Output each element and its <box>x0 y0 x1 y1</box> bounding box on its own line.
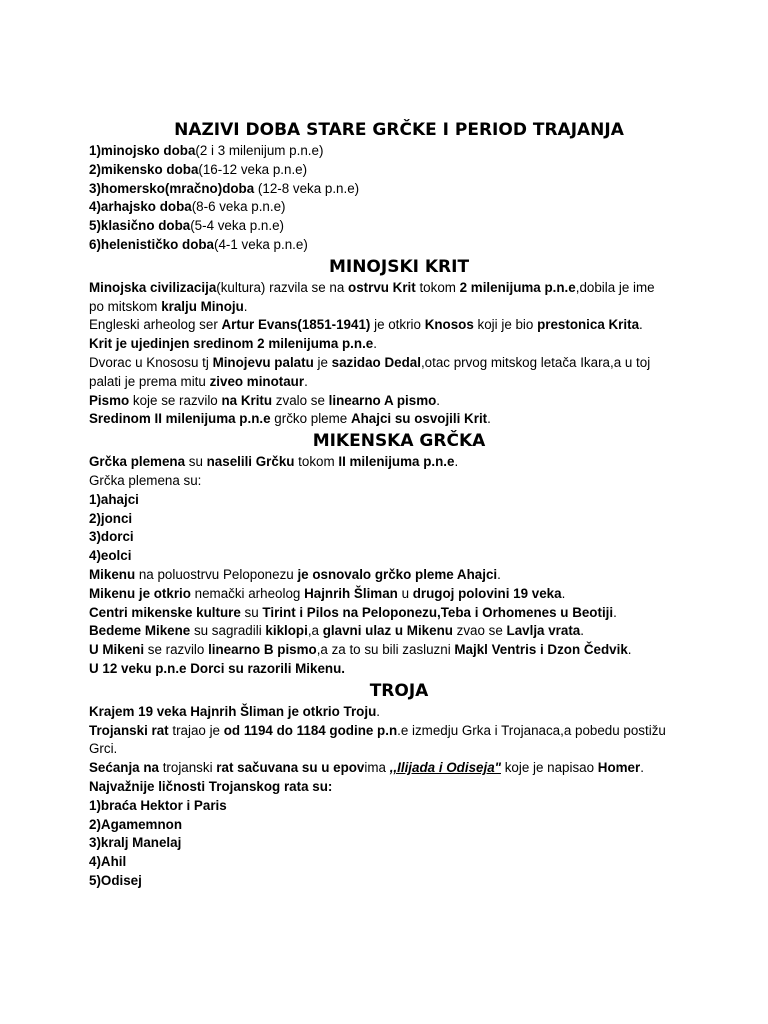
text-run: 1)braća Hektor i Paris <box>89 797 227 813</box>
text-line <box>89 217 709 236</box>
text-line <box>89 547 709 566</box>
text-run: je <box>313 354 332 370</box>
text-run: . <box>580 623 584 639</box>
text-run: Lavlja vrata <box>506 623 581 639</box>
text-run: Tirint i Pilos na Peloponezu,Teba i Orhomenes u Beotiji <box>262 604 614 620</box>
text-run: (5-4 veka p.n.e) <box>190 218 284 234</box>
text-run: ima <box>364 760 390 776</box>
text-run: zvao se <box>452 623 507 639</box>
text-line <box>89 797 709 816</box>
text-run: (kultura) razvila se na <box>216 279 349 295</box>
text-run: po mitskom <box>89 298 162 314</box>
text-run: tokom <box>415 279 460 295</box>
text-line <box>89 660 709 679</box>
text-line <box>89 298 709 317</box>
text-run: linearno B pismo <box>208 642 317 658</box>
text-run: trojanski <box>158 760 217 776</box>
text-run: zvalo se <box>272 392 329 408</box>
text-run: . <box>639 317 643 333</box>
text-run: rat sačuvana su u epov <box>216 760 365 776</box>
text-run: je otkrio <box>370 317 425 333</box>
text-run: 5)Odisej <box>89 872 142 888</box>
text-line <box>89 853 709 872</box>
text-run: nemački arheolog <box>190 585 305 601</box>
text-run: koji je bio <box>473 317 538 333</box>
text-run: ,dobila je ime <box>575 279 655 295</box>
text-line <box>89 834 709 853</box>
text-line <box>89 316 709 335</box>
text-run: palati je prema mitu <box>89 373 210 389</box>
text-run: u <box>397 585 413 601</box>
text-run: od 1194 do 1184 godine p.n <box>223 722 398 738</box>
text-run: koje se razvilo <box>129 392 222 408</box>
text-line <box>89 453 709 472</box>
text-run: Najvažnije ličnosti Trojanskog rata su: <box>89 778 333 794</box>
text-run: . <box>243 298 248 314</box>
text-run: na poluostrvu Peloponezu <box>135 566 298 582</box>
text-line <box>89 604 709 623</box>
text-line <box>89 510 709 529</box>
text-run: ,otac prvog mitskog letača Ikara,a u toj <box>420 354 651 370</box>
text-line <box>89 335 709 354</box>
text-run: ,a za to su bili zasluzni <box>316 642 455 658</box>
text-run: 1)minojsko doba <box>89 143 196 158</box>
text-run: (8-6 veka p.n.e) <box>191 199 286 215</box>
text-run: (12-8 veka p.n.e) <box>254 180 360 196</box>
text-run: . <box>436 392 441 408</box>
text-run: . <box>454 454 459 470</box>
text-run: naselili Grčku <box>206 454 295 470</box>
text-run: Mikenu <box>89 566 136 582</box>
text-run: tokom <box>294 454 339 470</box>
text-run: . <box>304 373 308 389</box>
text-run: Grci. <box>89 741 118 757</box>
text-run: 2 milenijuma p.n.e <box>459 279 576 295</box>
document-page <box>89 118 709 891</box>
text-run: . <box>497 566 501 582</box>
text-line <box>89 180 709 199</box>
text-run: Engleski arheolog ser <box>89 317 222 333</box>
text-run: trajao je <box>168 722 224 738</box>
text-run: Ahajci su osvojili Krit <box>350 411 488 427</box>
text-run: . <box>627 642 632 658</box>
text-run: su <box>240 604 263 620</box>
text-line <box>89 373 709 392</box>
text-line <box>89 410 709 429</box>
text-run: (2 i 3 milenijum p.n.e) <box>195 143 324 158</box>
text-run: ziveo minotaur <box>209 373 305 389</box>
text-run: se razvilo <box>144 642 209 658</box>
text-run: . <box>487 411 491 427</box>
text-run: 1)ahajci <box>89 491 139 507</box>
text-line <box>89 236 709 255</box>
text-run: 2)mikensko doba <box>89 161 199 177</box>
text-run: 4)eolci <box>89 548 132 564</box>
text-run: 3)kralj Manelaj <box>89 835 182 851</box>
text-line <box>89 142 709 161</box>
text-run: koje je napisao <box>501 760 598 776</box>
text-run: U 12 veku p.n.e Dorci su razorili Mikenu. <box>89 660 345 676</box>
text-run: Artur Evans(1851-1941) <box>221 317 371 333</box>
text-line <box>89 872 709 891</box>
text-run: Hajnrih Šliman <box>304 585 398 601</box>
text-run: Centri mikenske kulture <box>89 604 241 620</box>
text-run: (16-12 veka p.n.e) <box>198 161 308 177</box>
text-run: 2)Agamemnon <box>89 816 183 832</box>
text-run: . <box>613 604 617 620</box>
text-run: su sagradili <box>190 623 266 639</box>
text-line <box>89 585 709 604</box>
text-run: na Kritu <box>221 392 273 408</box>
text-run: Minojska civilizacija <box>89 279 217 295</box>
text-run: U Mikeni <box>89 642 145 658</box>
text-line <box>89 528 709 547</box>
text-run: Bedeme Mikene <box>89 623 191 639</box>
text-line <box>89 392 709 411</box>
text-run: 4)Ahil <box>89 854 127 870</box>
text-run: Dvorac u Knososu tj <box>89 354 213 370</box>
text-line <box>89 722 709 741</box>
section-heading: MIKENSKA GRČKA <box>312 431 486 452</box>
text-line <box>89 354 709 373</box>
text-run: je osnovalo grčko pleme Ahajci <box>297 566 498 582</box>
text-run: kralju Minoju <box>161 298 244 314</box>
section-heading: NAZIVI DOBA STARE GRČKE I PERIOD TRAJANJA <box>174 120 624 140</box>
text-run: ostrvu Krit <box>348 279 416 295</box>
section-heading: TROJA <box>369 680 429 701</box>
text-run: (4-1 veka p.n.e) <box>214 236 308 252</box>
text-run: glavni ulaz u Mikenu <box>322 623 453 639</box>
text-line <box>89 491 709 510</box>
text-run: Knosos <box>424 317 474 333</box>
text-line <box>89 816 709 835</box>
text-run: II milenijuma p.n.e <box>338 454 455 470</box>
text-line <box>89 703 709 722</box>
text-line <box>89 566 709 585</box>
text-run: 4)arhajsko doba <box>89 199 192 215</box>
text-line <box>89 472 709 491</box>
text-run: Sećanja na <box>89 760 159 776</box>
text-run: ,,Ilijada i Odiseja" <box>389 760 501 776</box>
text-run: Minojevu palatu <box>212 354 314 370</box>
text-run: . <box>373 336 377 352</box>
text-run: sazidao Dedal <box>331 354 421 370</box>
text-line <box>89 622 709 641</box>
text-line <box>89 198 709 217</box>
text-run: Homer <box>597 760 641 776</box>
text-run: 3)homersko(mračno)doba <box>89 180 255 196</box>
text-run: prestonica Krita <box>537 317 640 333</box>
section-heading: MINOJSKI KRIT <box>328 256 470 277</box>
text-run: su <box>185 454 207 470</box>
text-line <box>89 161 709 180</box>
text-run: . <box>376 703 380 719</box>
text-run: Majkl Ventris i Dzon Čedvik <box>454 642 628 658</box>
text-run: Krajem 19 veka Hajnrih Šliman je otkrio Troju <box>89 703 377 719</box>
text-run: drugoj polovini 19 veka <box>412 585 562 601</box>
text-run: 3)dorci <box>89 529 134 545</box>
text-line <box>89 740 709 759</box>
text-run: grčko pleme <box>270 411 351 427</box>
text-run: 2)jonci <box>89 510 133 526</box>
text-run: 5)klasično doba <box>89 218 191 234</box>
text-run: Grčka plemena su: <box>89 472 202 488</box>
text-line <box>89 759 709 778</box>
text-run: kiklopi <box>265 623 308 639</box>
text-run: . <box>640 760 644 776</box>
text-run: Mikenu je otkrio <box>89 585 191 601</box>
text-run: Sredinom II milenijuma p.n.e <box>89 411 271 427</box>
text-run: Pismo <box>89 392 130 408</box>
text-run: ,a <box>307 623 323 639</box>
text-line <box>89 279 709 298</box>
text-run: . <box>561 585 566 601</box>
text-line <box>89 641 709 660</box>
text-run: Krit je ujedinjen sredinom 2 milenijuma p.n.e <box>89 336 374 352</box>
text-line <box>89 778 709 797</box>
text-run: Grčka plemena <box>89 454 186 470</box>
text-run: Trojanski rat <box>89 722 169 738</box>
text-run: linearno A pismo <box>328 392 437 408</box>
text-run: .e izmedju Grka i Trojanaca,a pobedu postižu <box>397 722 666 738</box>
text-run: 6)helenističko doba <box>89 236 215 252</box>
